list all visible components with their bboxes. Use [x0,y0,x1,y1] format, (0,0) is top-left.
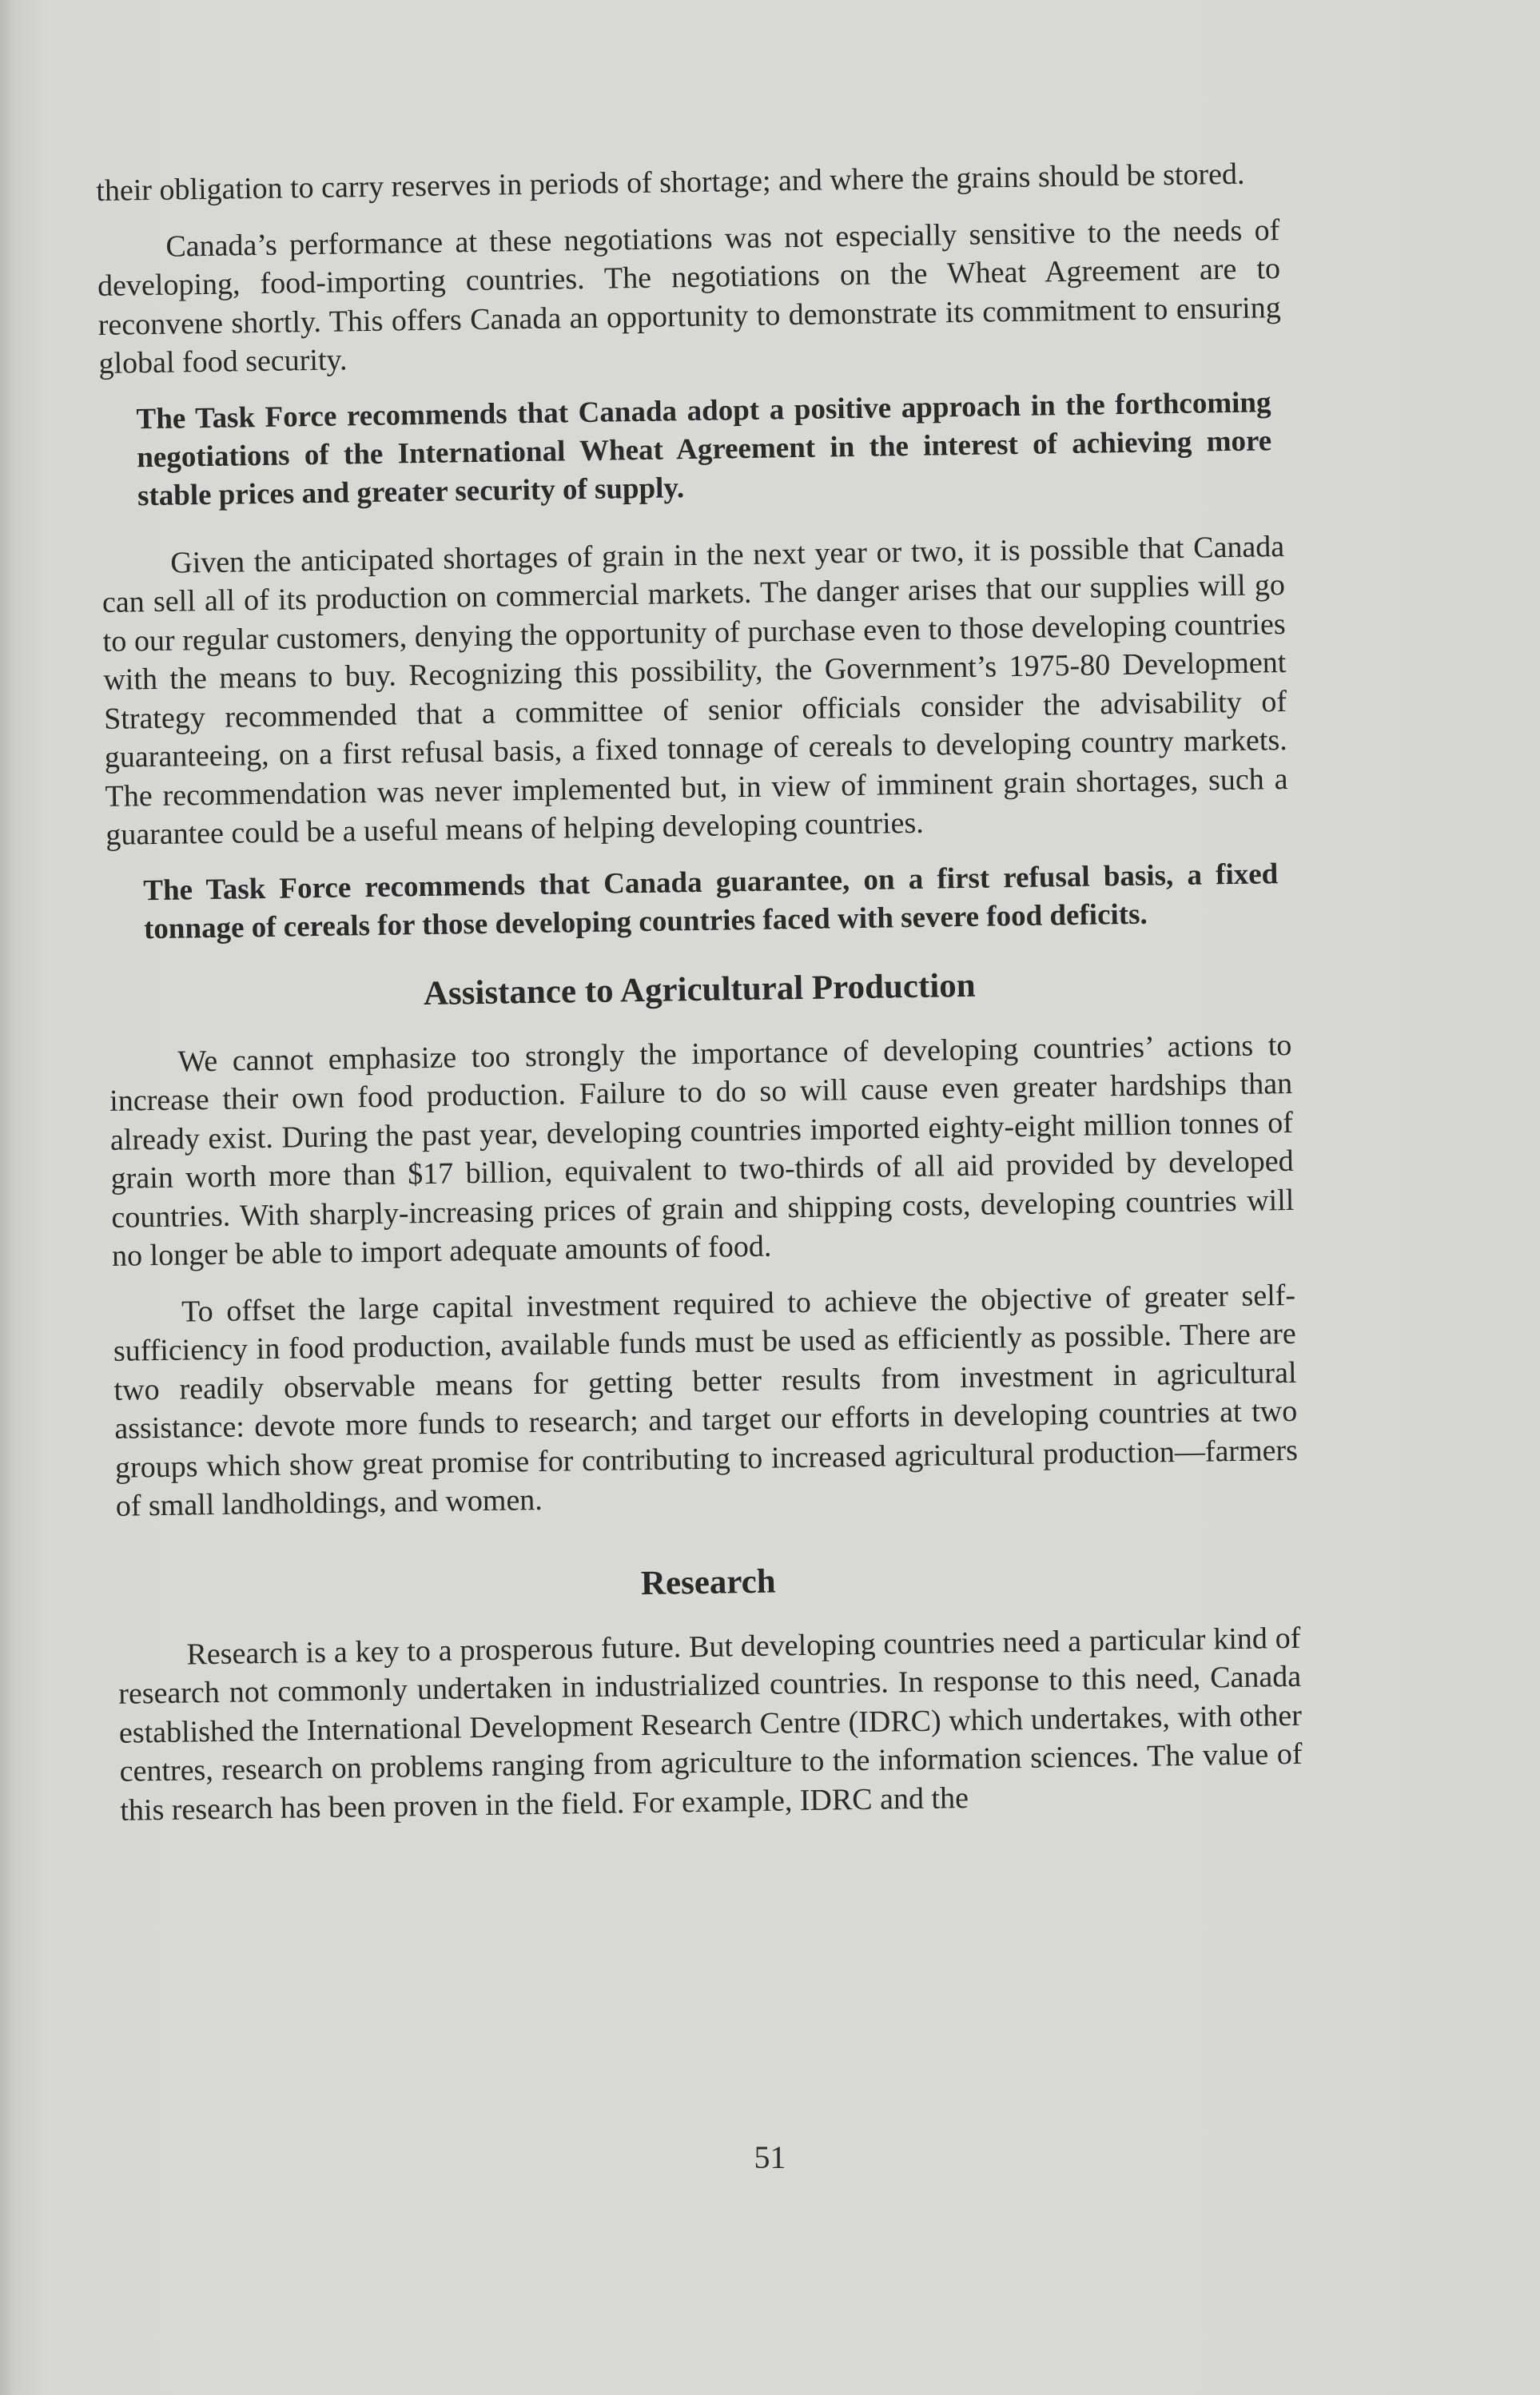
body-paragraph: Given the anticipated shortages of grain in the next year or two, it is possible that Canada can sell all of its production on commercial markets. The danger arises that our supplies will go to our regular customers, denying the opportunity of purchase even to those developing countries with the means to buy. Recognizing this possibility, the Government’s 1975-80 Development Strategy recommended that a committee of senior officials consider the advisability of guaranteeing, on a first refusal basis, a fixed tonnage of cereals to developing country markets. The recommendation was never implemented but, in view of imminent grain shortages, such a guarantee could be a useful means of helping developing countries. [101,529,1288,852]
page-number: 51 [754,2139,786,2175]
recommendation: The Task Force recommends that Canada guarantee, on a first refusal basis, a fixed tonnage of cereals for those developing countries faced with severe food deficits. [143,857,1279,945]
body-paragraph: We cannot emphasize too strongly the importance of developing countries’ actions to increase their own food production. Failure to do so will cause even greater hardships than already exist. During the past year, developing countries imported eighty-eight million tonnes of grain worth more than $17 billion, equivalent to two-thirds of all aid provided by developed countries. With sharply-increasing prices of grain and shipping costs, developing countries will no longer be able to import adequate amounts of food. [109,1028,1295,1273]
body-paragraph: To offset the large capital investment required to achieve the objective of greater self-sufficiency in food production, available funds must be used as efficiently as possible. There are two readily observable means for getting better results from investment in agricultural assistance: devote more funds to research; and target our efforts in developing countries at two groups which show great promise for contributing to increased agricultural production—farmers of small landholdings, and women. [113,1278,1299,1523]
section-heading: Assistance to Agricultural Production [423,966,976,1013]
recommendation: The Task Force recommends that Canada adopt a positive approach in the forthcoming negotiations of the International Wheat Agreement in the interest of achieving more stable prices and greater security of supply. [136,385,1272,512]
body-paragraph: Canada’s performance at these negotiations was not especially sensitive to the needs of developing, food-importing countries. The negotiations on the Wheat Agreement are to reconvene shortly. This offers Canada an opportunity to demonstrate its commitment to ensuring global food security. [97,213,1281,380]
body-paragraph: Research is a key to a prosperous future. But developing countries need a particular kind of research not commonly undertaken in industrialized countries. In response to this need, Canada established the International Development Research Centre (IDRC) which undertakes, with other centres, research on problems ranging from agriculture to the information sciences. The value of this research has been proven in the field. For example, IDRC and the [117,1621,1303,1828]
section-heading: Research [640,1562,776,1602]
body-paragraph: their obligation to carry reserves in periods of shortage; and where the grains should be stored. [96,157,1245,208]
page-body [96,154,1303,1848]
